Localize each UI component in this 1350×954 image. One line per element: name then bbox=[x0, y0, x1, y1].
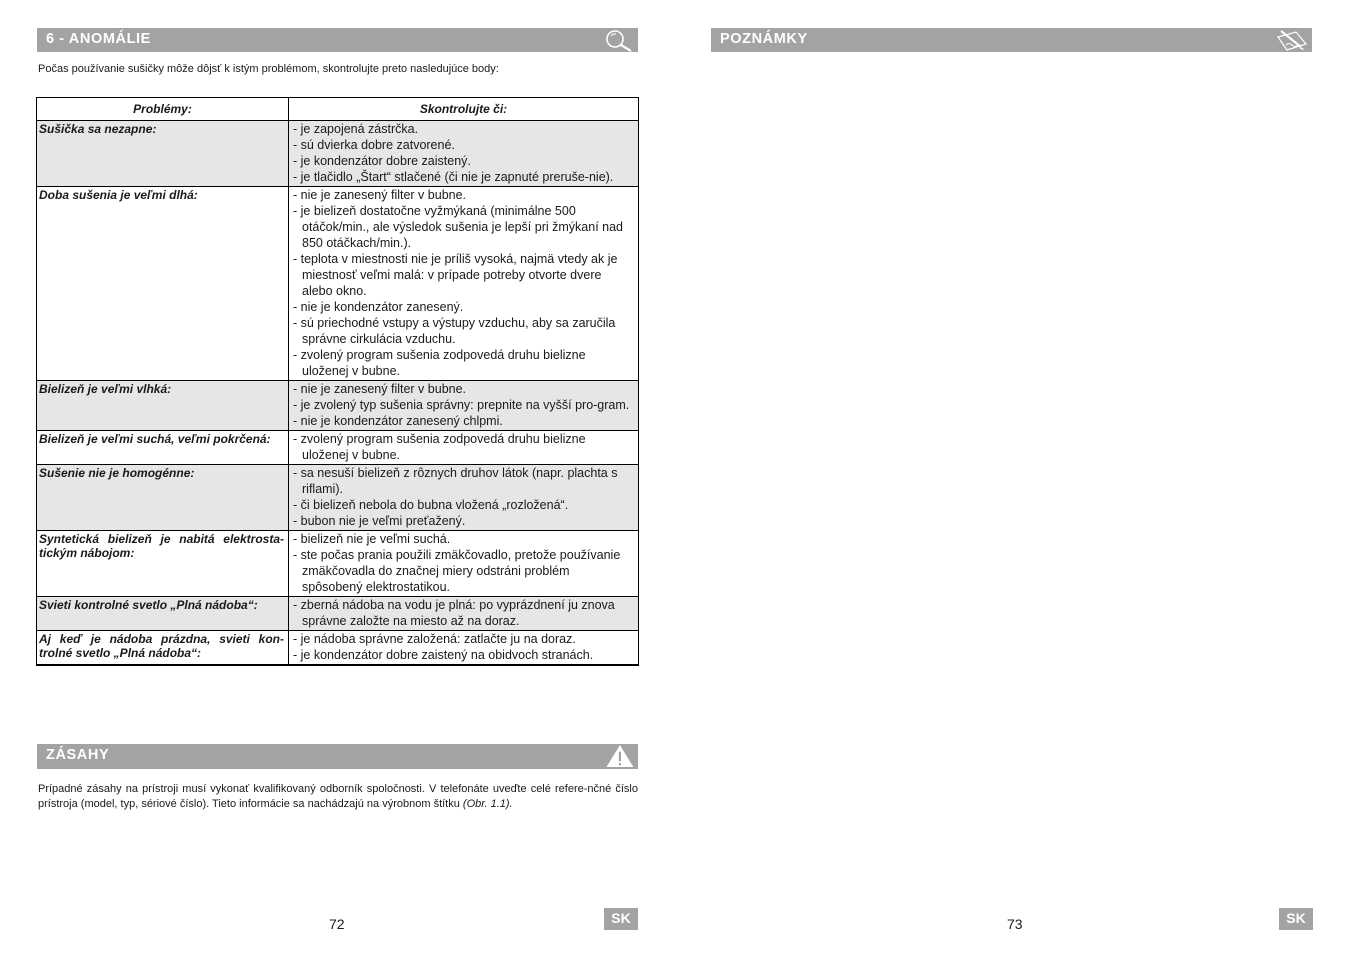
problem-cell: Bielizeň je veľmi suchá, veľmi pokrčená: bbox=[37, 431, 289, 465]
table-row bbox=[37, 187, 639, 381]
checks-cell bbox=[289, 531, 639, 597]
section-title: POZNÁMKY bbox=[720, 31, 808, 47]
section-title: ZÁSAHY bbox=[46, 747, 110, 763]
table-row bbox=[37, 631, 639, 666]
problem-cell: Aj keď je nádoba prázdna, svieti kon-trolné svetlo „Plná nádoba“: bbox=[37, 631, 289, 666]
intro-text: Počas používanie sušičky môže dôjsť k istým problémom, skontrolujte preto nasledujúce body: bbox=[38, 63, 499, 75]
check-item: - či bielizeň nebola do bubna vložená „rozložená“. bbox=[293, 498, 569, 512]
checks-cell bbox=[289, 431, 639, 465]
problem-cell: Doba sušenia je veľmi dlhá: bbox=[37, 187, 289, 381]
table-row bbox=[37, 431, 639, 465]
checks-cell bbox=[289, 465, 639, 531]
checks-cell bbox=[289, 381, 639, 431]
check-item: - je kondenzátor dobre zaistený na obidvoch stranách. bbox=[293, 648, 594, 662]
table-row bbox=[37, 121, 639, 187]
checks-cell bbox=[289, 121, 639, 187]
service-paragraph: Prípadné zásahy na prístroji musí vykonať kvalifikovaný odborník spoločnosti. V telefonáte uveďte celé refere-nčné číslo prístroja (model, typ, sériové číslo). Tieto informácie sa nachádzajú na výrobnom štítku bbox=[38, 783, 638, 810]
service-text bbox=[38, 782, 638, 812]
table-row bbox=[37, 465, 639, 531]
check-item: - nie je zanesený filter v bubne. bbox=[293, 382, 467, 396]
table-row bbox=[37, 597, 639, 631]
column-header-problems: Problémy: bbox=[37, 98, 289, 121]
check-item: - teplota v miestnosti nie je príliš vysoká, najmä vtedy ak je miestnosť veľmi malá: v prípade potreby otvorte dvere alebo okno. bbox=[293, 252, 618, 298]
check-item: - ste počas prania použili zmäkčovadlo, pretože používanie zmäkčovadla do značnej miery odstráni problém spôsobený elektrostatikou. bbox=[293, 548, 621, 594]
check-item: - zvolený program sušenia zodpovedá druhu bielizne uloženej v bubne. bbox=[293, 432, 586, 462]
warning-triangle-icon bbox=[600, 744, 636, 768]
section-header-zasahy bbox=[37, 744, 638, 769]
problem-cell: Sušenie nie je homogénne: bbox=[37, 465, 289, 531]
check-item: - nie je kondenzátor zanesený. bbox=[293, 300, 464, 314]
checks-cell bbox=[289, 597, 639, 631]
check-item: - sú priechodné vstupy a výstupy vzduchu, aby sa zaručila správne cirkulácia vzduchu. bbox=[293, 316, 616, 346]
pen-writing-icon bbox=[1274, 28, 1310, 52]
check-item: - je nádoba správne založená: zatlačte ju na doraz. bbox=[293, 632, 576, 646]
language-badge: SK bbox=[1279, 908, 1313, 930]
page-number: 73 bbox=[1007, 916, 1023, 932]
check-item: - bielizeň nie je veľmi suchá. bbox=[293, 532, 451, 546]
section-header-anomalie bbox=[37, 28, 638, 52]
checks-cell bbox=[289, 631, 639, 666]
check-item: - sa nesuší bielizeň z rôznych druhov látok (napr. plachta s riflami). bbox=[293, 466, 618, 496]
problem-cell: Bielizeň je veľmi vlhká: bbox=[37, 381, 289, 431]
table-header-row bbox=[37, 98, 639, 121]
check-item: - je zvolený typ sušenia správny: prepnite na vyšší pro-gram. bbox=[293, 398, 630, 412]
troubleshooting-table bbox=[36, 97, 639, 666]
figure-reference: (Obr. 1.1). bbox=[462, 798, 513, 810]
check-item: - je tlačidlo „Štart“ stlačené (či nie je zapnuté preruše-nie). bbox=[293, 170, 614, 184]
language-badge: SK bbox=[604, 908, 638, 930]
check-item: - zberná nádoba na vodu je plná: po vyprázdnení ju znova správne založte na miesto až na doraz. bbox=[293, 598, 615, 628]
problem-cell: Sušička sa nezapne: bbox=[37, 121, 289, 187]
check-item: - bubon nie je veľmi preťažený. bbox=[293, 514, 466, 528]
page-number: 72 bbox=[329, 916, 345, 932]
problem-cell: Svieti kontrolné svetlo „Plná nádoba“: bbox=[37, 597, 289, 631]
section-title: 6 - ANOMÁLIE bbox=[46, 31, 151, 47]
checks-cell bbox=[289, 187, 639, 381]
check-item: - zvolený program sušenia zodpovedá druhu bielizne uloženej v bubne. bbox=[293, 348, 586, 378]
table-row bbox=[37, 531, 639, 597]
section-header-poznamky bbox=[711, 28, 1312, 52]
check-item: - je kondenzátor dobre zaistený. bbox=[293, 154, 471, 168]
check-item: - je zapojená zástrčka. bbox=[293, 122, 419, 136]
column-header-checks: Skontrolujte či: bbox=[289, 98, 639, 121]
check-item: - je bielizeň dostatočne vyžmýkaná (minimálne 500 otáčok/min., ale výsledok sušenia je lepší pri žmýkaní nad 850 otáčkach/min.). bbox=[293, 204, 623, 250]
check-item: - nie je zanesený filter v bubne. bbox=[293, 188, 467, 202]
check-item: - nie je kondenzátor zanesený chlpmi. bbox=[293, 414, 503, 428]
magnifier-icon bbox=[600, 28, 636, 52]
problem-cell: Syntetická bielizeň je nabitá elektrosta-tickým nábojom: bbox=[37, 531, 289, 597]
table-row bbox=[37, 381, 639, 431]
check-item: - sú dvierka dobre zatvorené. bbox=[293, 138, 455, 152]
